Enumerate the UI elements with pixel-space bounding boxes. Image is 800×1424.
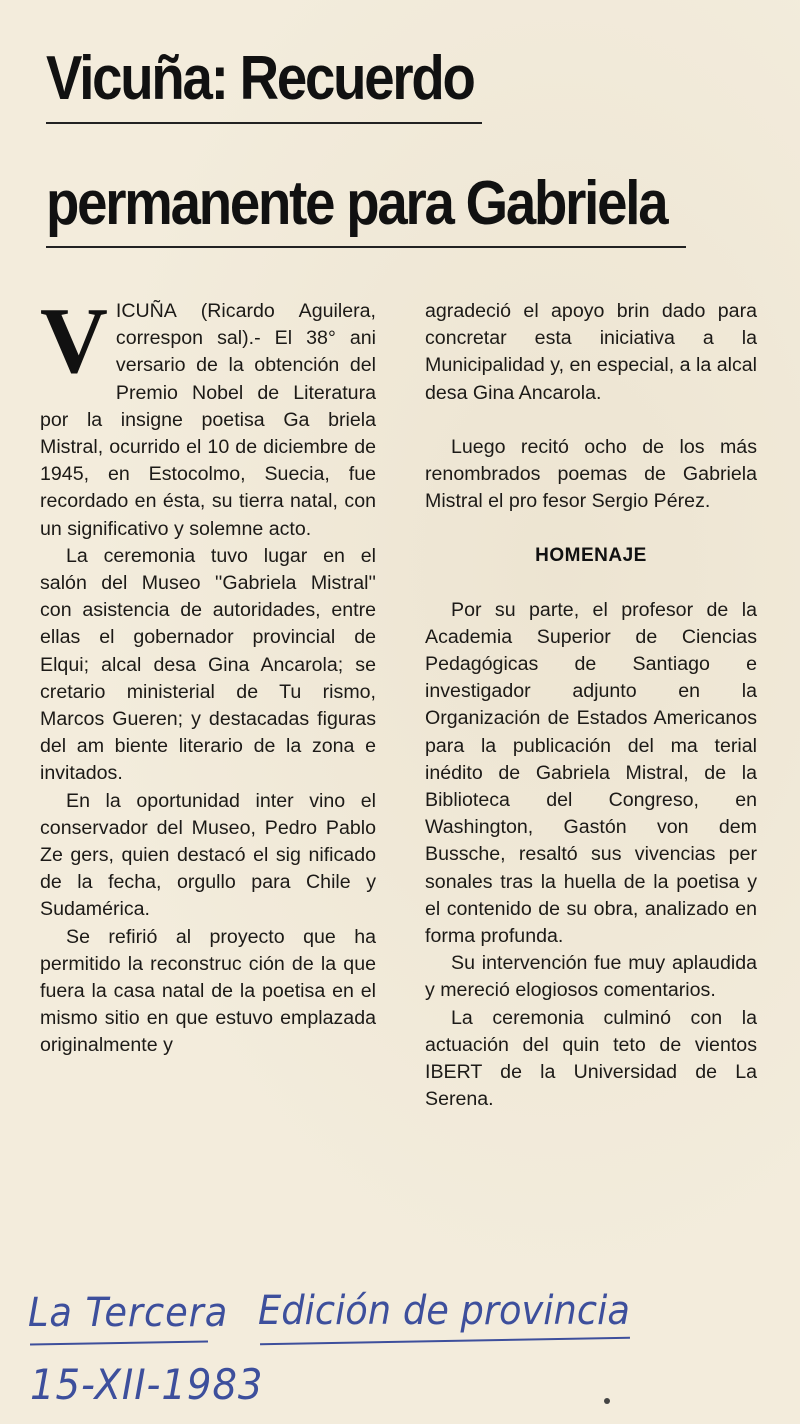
article-right-column	[425, 298, 757, 1113]
paragraph-6: Luego recitó ocho de los más renombrados poemas de Gabriela Mistral el pro fesor Sergio Pérez.	[425, 435, 757, 513]
handwritten-date: 15-XII-1983	[30, 1360, 264, 1409]
paragraph-2: La ceremonia tuvo lugar en el salón del Museo ''Gabriela Mistral'' con asistencia de autoridades, entre ellas el gobernador provincial de Elqui; alcal desa Gina Ancarola; se cretario ministerial de Tu rismo, Marcos Gueren; y destacadas figuras del am biente literario de la zona e invitados.	[40, 544, 376, 785]
paragraph-3: En la oportunidad inter vino el conservador del Museo, Pedro Pablo Ze gers, quien destacó el sig nificado de la fecha, orgullo para Chile y Sudamérica.	[40, 789, 376, 921]
paragraph-4: Se refirió al proyecto que ha permitido la reconstruc ción de la que fuera la casa natal de la poetisa en el mismo sitio en que estuvo emplazada originalmente y	[40, 925, 376, 1057]
headline-rule-1	[46, 122, 482, 124]
paragraph-1	[40, 289, 376, 543]
headline-line-2: permanente para Gabriela	[46, 169, 667, 238]
paragraph-8: Su intervención fue muy aplaudida y mereció elogiosos comentarios.	[425, 952, 757, 1002]
ink-dot	[604, 1398, 610, 1404]
handwritten-underline-1	[30, 1340, 208, 1345]
paragraph-5: agradeció el apoyo brin dado para concretar esta iniciativa a la Municipalidad y, en especial, a la alcal desa Gina Ancarola.	[425, 300, 757, 404]
handwritten-edition: Edición de provincia	[258, 1288, 630, 1334]
drop-cap: V	[40, 289, 108, 393]
headline-line-1: Vicuña: Recuerdo	[46, 44, 474, 113]
handwritten-source: La Tercera	[28, 1290, 229, 1336]
subheading-homenaje: HOMENAJE	[535, 545, 647, 567]
handwritten-underline-2	[260, 1337, 630, 1345]
paragraph-9: La ceremonia culminó con la actuación del quin teto de vientos IBERT de la Universidad de La Serena.	[425, 1006, 757, 1111]
headline-rule-2	[46, 246, 686, 248]
paragraph-7: Por su parte, el profesor de la Academia Superior de Ciencias Pedagógicas de Santiago e investigador adjunto en la Organización de Estados Americanos para la publicación del ma terial inédito de Gabriela Mistral, de la Biblioteca del Congreso, en Washington, Gastón von dem Bussche, resaltó sus vivencias per sonales tras la huella de la poetisa y el contenido de su obra, analizado en forma profunda.	[425, 598, 757, 948]
article-left-column	[40, 289, 376, 1060]
paragraph-1-text: ICUÑA (Ricardo Aguilera, correspon sal).- El 38° ani versario de la obtención del Premio Nobel de Literatura por la insigne poetisa Ga briela Mistral, ocurrido el 10 de diciembre de 1945, en Estocolmo, Suecia, fue recordado en ésta, su tierra natal, con un significativo y solemne acto.	[40, 300, 376, 540]
